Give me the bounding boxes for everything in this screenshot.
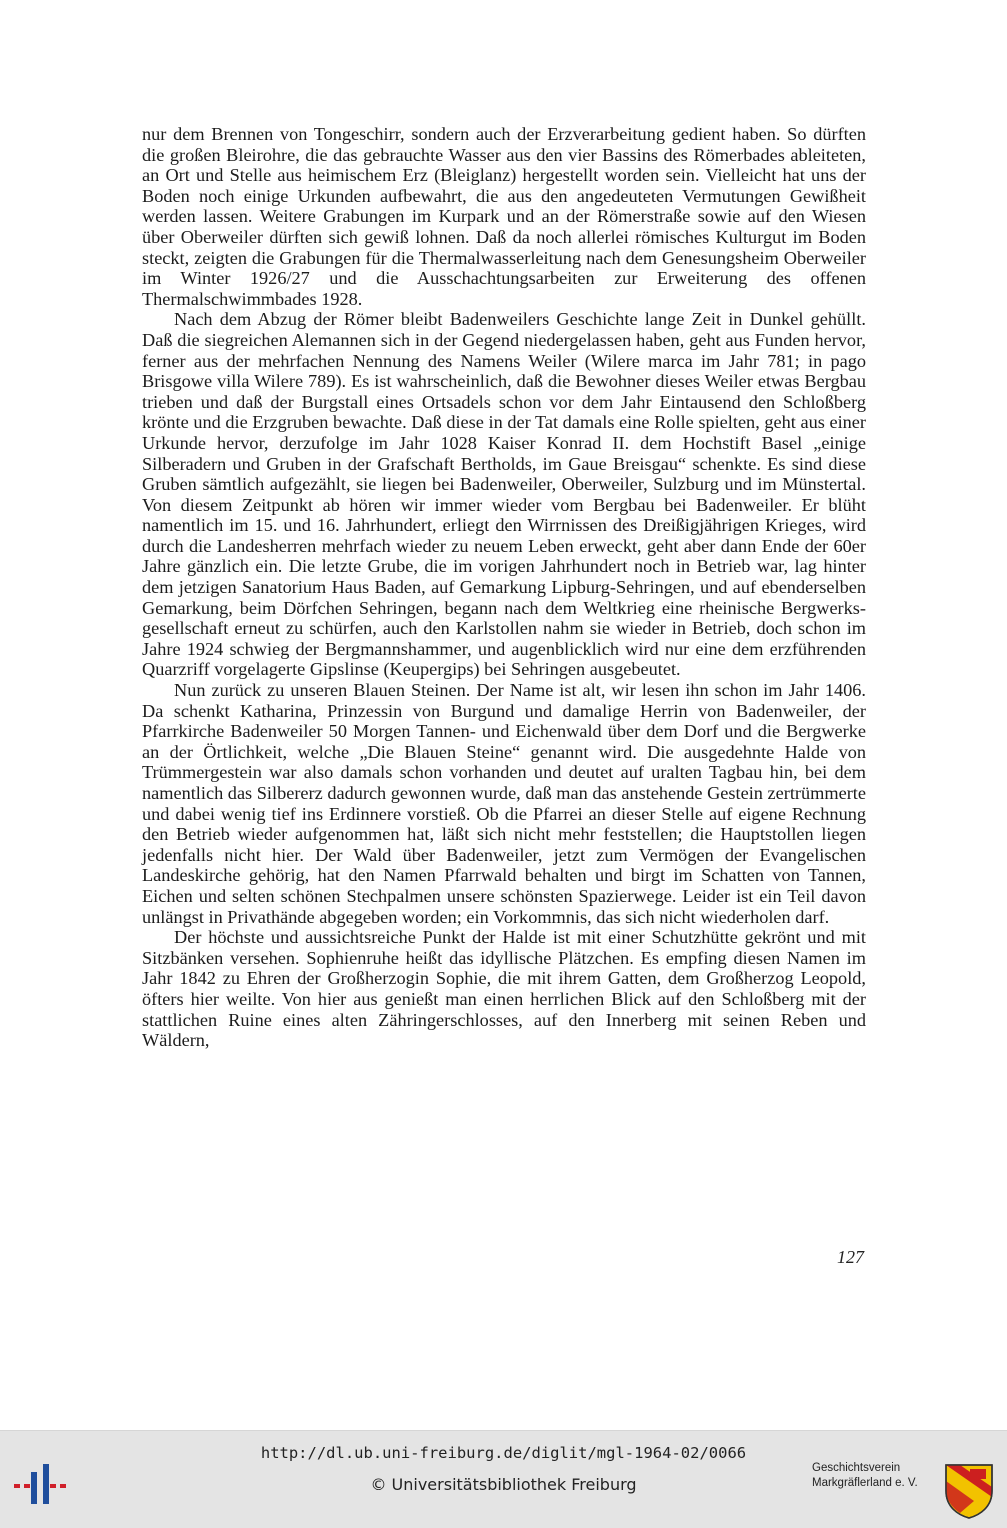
copyright-text: © Universitätsbibliothek Freiburg <box>370 1475 637 1494</box>
footer-url[interactable] <box>0 1444 1007 1462</box>
paragraph-2: Nach dem Abzug der Römer bleibt Badenweilers Geschichte lange Zeit in Dunkel gehüllt. Daß die siegreichen Alemannen sich in der Gegend niedergelassen haben, geht aus Funden hervor, ferner aus der mehrfachen Nennung des Namens Weiler (Wilere marca im Jahr 781; in pago Brisgowe villa Wilere 789). Es ist wahrscheinlich, daß die Bewohner dieses Weiler etwas Bergbau trieben und daß der Burgstall eines Ortsadels schon vor dem Jahr Eintausend den Schloßberg krönte und die Erzgruben bewachte. Daß diese in der Tat damals eine Rolle spielten, geht aus einer Urkunde hervor, derzufolge im Jahr 1028 Kaiser Konrad II. dem Hochstift Basel „einige Silberadern und Gruben in der Grafschaft Bertholds, im Gaue Breisgau“ schenkte. Es sind diese Gruben sämtlich aufgezählt, sie liegen bei Badenweiler, Oberweiler, Sulzburg und im Münstertal. Von diesem Zeitpunkt ab hören wir immer wieder vom Bergbau bei Badenweiler. Er blüht namentlich im 15. und 16. Jahrhundert, erliegt den Wirrnissen des Dreißigjährigen Krieges, wird durch die Landesherren mehrfach wieder zu neuem Leben erweckt, geht aber dann Ende der 60er Jahre gänzlich ein. Die letzte Grube, die im vorigen Jahrhundert noch in Betrieb war, lag hinter dem jetzigen Sanatorium Haus Baden, auf Gemarkung Lipburg-Sehringen, und auf ebenderselben Gemarkung, beim Dörfchen Sehringen, begann nach dem Weltkrieg eine rheinische Bergwerksgesellschaft erneut zu schürfen, auch den Karlstollen nahm sie wieder in Betrieb, doch schon im Jahre 1924 schwieg der Bergmannshammer, und augenblicklich wird nur eine dem erzführenden Quarzriff vorgelagerte Gipslinse (Keupergips) bei Sehringen ausgebeutet. <box>142 309 866 680</box>
organization-line-2: Markgräflerland e. V. <box>812 1477 918 1489</box>
permalink-link[interactable]: http://dl.ub.uni-freiburg.de/diglit/mgl-1964-02/0066 <box>260 1444 747 1462</box>
footer-bar <box>0 1430 1007 1528</box>
paragraph-3: Nun zurück zu unseren Blauen Steinen. Der Name ist alt, wir lesen ihn schon im Jahr 1406. Da schenkt Katharina, Prinzessin von Burgund und damalige Herrin von Badenweiler, der Pfarrkirche Badenweiler 50 Morgen Tannen- und Eichenwald über dem Dorf und die Bergwerke an der Örtlichkeit, welche „Die Blauen Steine“ genannt wird. Die ausgedehnte Halde von Trümmergestein war also damals schon vorhanden und deutet auf uralten Tagbau hin, bei dem namentlich das Silbererz dadurch gewonnen wurde, daß man das anstehende Gestein zertrümmerte und dabei wenig tief ins Erdinnere vorstieß. Ob die Pfarrei an dieser Stelle auf eigene Rechnung den Betrieb wieder aufgenommen hat, läßt sich nicht mehr feststellen; die Hauptstollen liegen jedenfalls nicht hier. Der Wald über Badenweiler, jetzt zum Vermögen der Evangelischen Landeskirche gehörig, hat den Namen Pfarrwald behalten und birgt im Schatten von Tannen, Eichen und selten schönen Stechpalmen unsere schönsten Spazierwege. Leider ist ein Teil davon unlängst in Privathände abgegeben worden; ein Vorkommnis, das sich nicht wiederholen darf. <box>142 680 866 927</box>
body-text <box>142 124 866 1051</box>
page-number: 127 <box>837 1247 864 1267</box>
organization-line-1: Geschichtsverein <box>812 1462 901 1474</box>
coat-of-arms-icon <box>944 1463 994 1519</box>
paragraph-1: nur dem Brennen von Tongeschirr, sondern auch der Erzverarbeitung gedient haben. So dürften die großen Bleirohre, die das gebrauchte Wasser aus den vier Bassins des Römerbades ableiteten, an Ort und Stelle aus heimischem Erz (Bleiglanz) hergestellt worden sein. Vielleicht hat uns der Boden noch einige Urkunden aufbewahrt, die aus den angedeuteten Vermutungen Gewißheit werden lassen. Weitere Grabungen im Kurpark und an der Römerstraße sowie auf den Wiesen über Oberweiler dürften sich gewiß lohnen. Daß da noch allerlei römisches Kulturgut im Boden steckt, zeigten die Grabungen für die Thermalwasserleitung nach dem Genesungsheim Oberweiler im Winter 1926/27 und die Ausschachtungsarbeiten zur Erweiterung des offenen Thermalschwimmbades 1928. <box>142 124 866 309</box>
paragraph-4: Der höchste und aussichtsreiche Punkt der Halde ist mit einer Schutzhütte gekrönt und mit Sitzbänken versehen. Sophienruhe heißt das idyllische Plätzchen. Es empfing diesen Namen im Jahr 1842 zu Ehren der Großherzogin Sophie, die mit ihrem Gatten, dem Großherzog Leopold, öfters hier weilte. Von hier aus genießt man einen herrlichen Blick auf den Schloßberg mit der stattlichen Ruine eines alten Zähringerschlosses, auf den Innerberg mit seinen Reben und Wäldern, <box>142 927 866 1051</box>
organization-name <box>812 1461 942 1491</box>
